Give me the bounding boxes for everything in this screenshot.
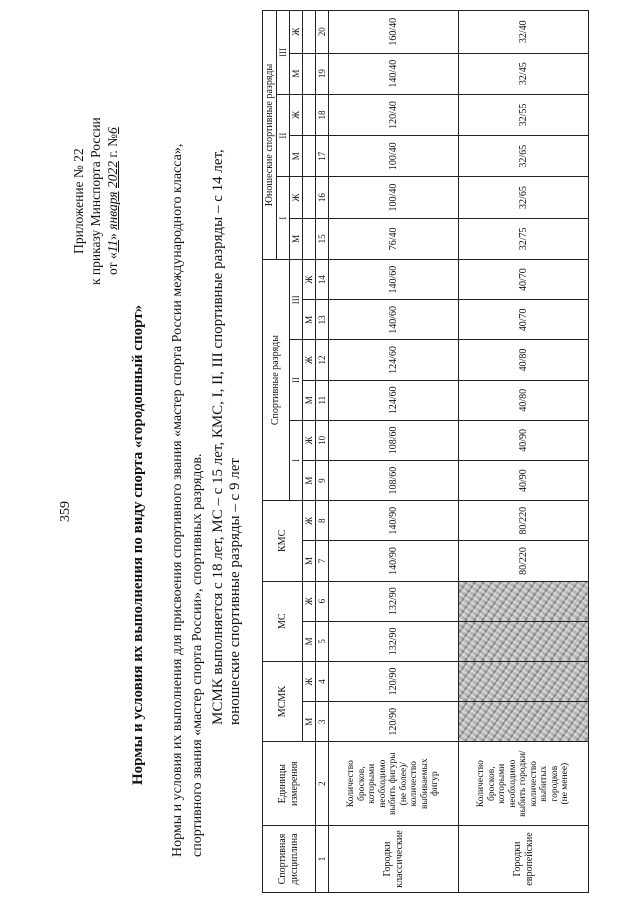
value-cell: 140/90	[329, 541, 459, 581]
column-number: 4	[316, 661, 329, 701]
value-cell: 140/40	[329, 53, 459, 94]
header-ms: МС	[263, 581, 303, 661]
youth-col-header	[303, 11, 316, 54]
value-cell: 32/40	[459, 11, 589, 54]
unit-line: необходимо	[507, 759, 518, 808]
value-cell: 40/80	[459, 380, 589, 420]
sport-ii-men: М	[303, 380, 316, 420]
unit-line: выбить городки/	[518, 750, 529, 817]
msmk-men: М	[303, 702, 316, 742]
kms-men: М	[303, 541, 316, 581]
value-cell: 108/60	[329, 420, 459, 460]
header-discipline: Спортивная дисциплина	[263, 826, 316, 893]
discipline-line: Городки	[511, 841, 523, 877]
sport-i-women: Ж	[303, 420, 316, 460]
column-number: 19	[316, 53, 329, 94]
header-sport-ranks: Спортивные разряды	[263, 260, 290, 501]
unit-line: Количество	[476, 760, 487, 808]
column-number: 5	[316, 621, 329, 661]
discipline-line: европейские	[523, 832, 535, 886]
column-numbers-row	[316, 11, 329, 893]
sport-iii-men: М	[303, 300, 316, 340]
order-prefix: г. №	[105, 134, 120, 158]
value-cell: 80/220	[459, 541, 589, 581]
sport-iii-women: Ж	[303, 260, 316, 300]
age-note-line-2: юношеские спортивные разряды – с 9 лет	[227, 458, 243, 725]
value-cell: 132/90	[329, 621, 459, 661]
youth-rank-ii: II	[277, 94, 290, 177]
appendix-block	[70, 117, 121, 285]
date-mid: »	[105, 233, 120, 240]
ms-men: М	[303, 621, 316, 661]
value-cell: 132/90	[329, 581, 459, 621]
value-cell: 40/70	[459, 300, 589, 340]
value-cell: 120/40	[329, 94, 459, 135]
appendix-line-2: к приказу Минспорта России	[88, 117, 103, 285]
value-cell: 32/45	[459, 53, 589, 94]
value-cell	[459, 702, 589, 742]
date-year: 2022	[105, 161, 120, 189]
column-number: 1	[316, 826, 329, 893]
value-cell: 40/90	[459, 420, 589, 460]
column-number: 3	[316, 702, 329, 742]
value-cell: 32/55	[459, 94, 589, 135]
column-number: 8	[316, 501, 329, 541]
column-number: 7	[316, 541, 329, 581]
column-number: 18	[316, 94, 329, 135]
table-row	[329, 11, 459, 893]
unit-cell	[329, 742, 459, 826]
value-cell	[459, 661, 589, 701]
unit-line: (не менее)	[560, 762, 571, 805]
column-number: 16	[316, 177, 329, 218]
value-cell	[459, 581, 589, 621]
order-number: 6	[105, 127, 120, 134]
value-cell: 160/40	[329, 11, 459, 54]
youth-iii-women: Ж	[290, 11, 303, 54]
youth-ii-men: М	[290, 136, 303, 177]
header-kms: КМС	[263, 501, 303, 581]
column-number: 2	[316, 742, 329, 826]
discipline-cell	[329, 826, 459, 893]
ms-women: Ж	[303, 581, 316, 621]
value-cell: 108/60	[329, 460, 459, 500]
value-cell: 32/65	[459, 177, 589, 218]
unit-line: которыми	[367, 763, 378, 804]
discipline-cell	[459, 826, 589, 893]
unit-line: городков	[549, 765, 560, 802]
column-number: 6	[316, 581, 329, 621]
value-cell: 40/80	[459, 340, 589, 380]
sport-i-men: М	[303, 460, 316, 500]
value-cell: 124/60	[329, 340, 459, 380]
unit-line: необходимо	[377, 759, 388, 808]
youth-col-header	[303, 177, 316, 218]
norms-table	[262, 10, 589, 893]
column-number: 15	[316, 218, 329, 259]
value-cell: 40/70	[459, 260, 589, 300]
value-cell: 140/60	[329, 300, 459, 340]
age-note	[210, 149, 244, 725]
age-note-line-1: МСМК выполняется с 18 лет, МС – с 15 лет, КМС, I, II, III спортивные разряды – с 14 лет,	[210, 149, 226, 725]
column-number: 14	[316, 260, 329, 300]
unit-line: выбитых	[539, 765, 550, 802]
value-cell: 120/90	[329, 661, 459, 701]
youth-i-women: Ж	[290, 177, 303, 218]
column-number: 17	[316, 136, 329, 177]
intro-line-2: спортивного звания «мастер спорта России», спортивных разрядов.	[190, 453, 205, 857]
value-cell: 100/40	[329, 177, 459, 218]
msmk-women: Ж	[303, 661, 316, 701]
column-number: 11	[316, 380, 329, 420]
discipline-line: классические	[393, 830, 405, 888]
youth-col-header	[303, 94, 316, 135]
unit-line: количество	[409, 761, 420, 807]
header-youth-ranks: Юношеские спортивные разряды	[263, 11, 277, 260]
header-msmk: МСМК	[263, 661, 303, 741]
unit-line: бросков,	[486, 766, 497, 801]
youth-col-header	[303, 53, 316, 94]
youth-rank-i: I	[277, 177, 290, 260]
youth-col-header	[303, 136, 316, 177]
kms-women: Ж	[303, 501, 316, 541]
date-day: 11	[105, 239, 120, 253]
youth-iii-men: М	[290, 53, 303, 94]
sport-rank-ii: II	[290, 340, 303, 420]
intro-line-1: Нормы и условия их выполнения для присвоения спортивного звания «мастер спорта России международного класса»,	[170, 143, 185, 857]
discipline-line: Городки	[381, 841, 393, 877]
unit-line: фигур	[430, 771, 441, 796]
youth-ii-women: Ж	[290, 94, 303, 135]
table-row	[459, 11, 589, 893]
value-cell	[459, 621, 589, 661]
appendix-line-1: Приложение № 22	[71, 148, 86, 254]
value-cell: 32/75	[459, 218, 589, 259]
youth-rank-iii: III	[277, 11, 290, 95]
value-cell: 80/220	[459, 501, 589, 541]
sport-rank-i: I	[290, 420, 303, 500]
sport-ii-women: Ж	[303, 340, 316, 380]
value-cell: 120/90	[329, 702, 459, 742]
page-title: Нормы и условия их выполнения по виду спорта «городошный спорт»	[130, 304, 146, 785]
unit-line: (не более)/	[398, 762, 409, 806]
date-prefix: от «	[105, 252, 120, 275]
value-cell: 76/40	[329, 218, 459, 259]
date-month: января	[105, 191, 120, 230]
unit-line: которыми	[497, 763, 508, 804]
unit-line: бросков,	[356, 766, 367, 801]
value-cell: 100/40	[329, 136, 459, 177]
column-number: 20	[316, 11, 329, 54]
unit-cell	[459, 742, 589, 826]
unit-line: количество	[528, 761, 539, 807]
value-cell: 32/65	[459, 136, 589, 177]
column-number: 13	[316, 300, 329, 340]
intro-text	[168, 144, 208, 857]
header-unit: Единицы измерения	[263, 742, 316, 826]
unit-line: выбить фигуры	[388, 752, 399, 816]
youth-col-header	[303, 218, 316, 259]
page-number: 359	[58, 501, 73, 522]
column-number: 12	[316, 340, 329, 380]
value-cell: 124/60	[329, 380, 459, 420]
unit-line: выбиваемых	[419, 758, 430, 810]
youth-i-men: М	[290, 218, 303, 259]
value-cell: 140/90	[329, 501, 459, 541]
column-number: 9	[316, 460, 329, 500]
column-number: 10	[316, 420, 329, 460]
appendix-line-3	[104, 117, 121, 285]
sport-rank-iii: III	[290, 260, 303, 340]
value-cell: 40/90	[459, 460, 589, 500]
value-cell: 140/60	[329, 260, 459, 300]
unit-line: Количество	[346, 760, 357, 808]
